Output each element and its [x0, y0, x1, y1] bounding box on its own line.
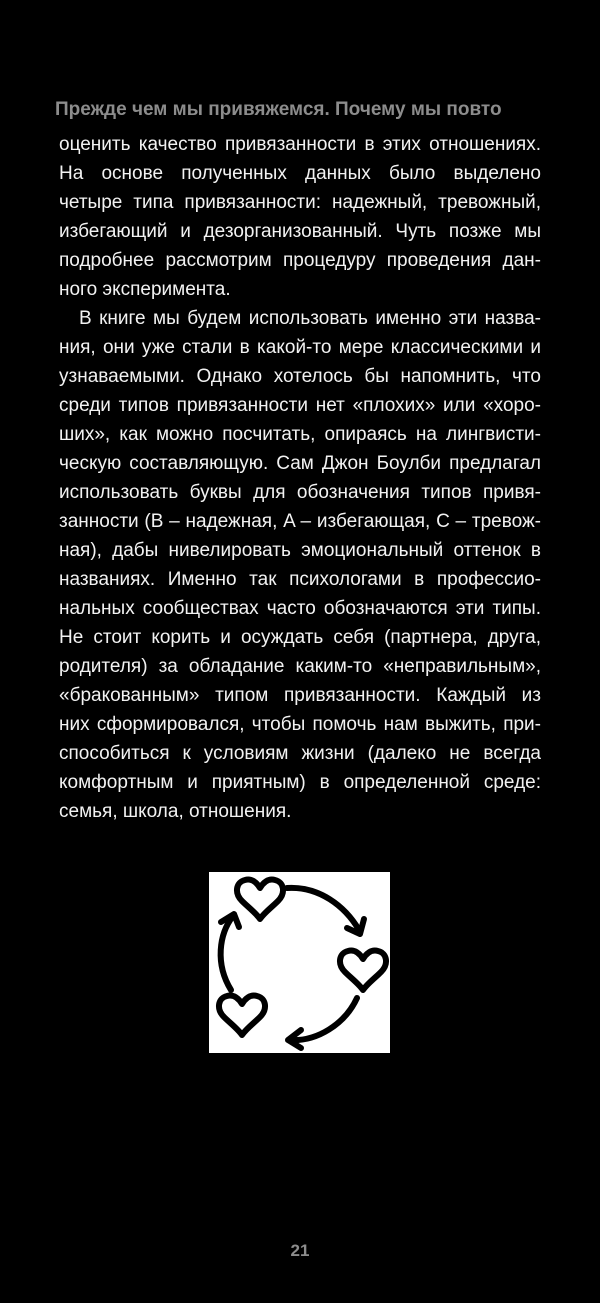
text-line: них сформировался, чтобы помочь нам выжить, при- [59, 714, 541, 735]
text-line: оценить качество привязанности в этих отношениях. [59, 134, 541, 155]
text-line: ная), дабы нивелировать эмоциональный оттенок в [59, 540, 541, 561]
text-line: занности (B – надежная, A – избегающая, C – тревож- [59, 511, 541, 532]
text-line: названиях. Именно так психологами в профессио- [59, 569, 541, 590]
text-line: комфортным и приятным) в определенной среде: [59, 772, 541, 793]
text-line: ния, они уже стали в какой-то мере классическими и [59, 337, 541, 358]
text-line: избегающий и дезорганизованный. Чуть позже мы [59, 221, 541, 242]
page-number: 21 [290, 1241, 310, 1260]
text-line: «бракованным» типом привязанности. Каждый из [59, 685, 541, 706]
text-line: способиться к условиям жизни (далеко не всегда [59, 743, 541, 764]
text-line: На основе полученных данных было выделено [59, 163, 541, 184]
text-line: среди типов привязанности нет «плохих» или «хоро- [59, 395, 541, 416]
text-line: ного эксперимента. [59, 279, 231, 300]
text-line: нальных сообществах часто обозначаются эти типы. [59, 598, 541, 619]
text-line: подробнее рассмотрим процедуру проведения дан- [59, 250, 541, 271]
running-header: Прежде чем мы привяжемся. Почему мы повто [55, 99, 502, 120]
hearts-cycle-illustration [209, 872, 390, 1053]
text-line: родителя) за обладание каким-то «неправильным», [59, 656, 541, 677]
text-line: семья, школа, отношения. [59, 801, 292, 822]
text-line: Не стоит корить и осуждать себя (партнера, друга, [59, 627, 541, 648]
body-text [59, 130, 541, 826]
text-line: ческую составляющую. Сам Джон Боулби предлагал [59, 453, 541, 474]
text-line: ших», как можно посчитать, опираясь на лингвисти- [59, 424, 541, 445]
text-line: В книге мы будем использовать именно эти назва- [79, 308, 541, 329]
hearts-cycle-icon [209, 872, 390, 1053]
text-line: четыре типа привязанности: надежный, тревожный, [59, 192, 541, 213]
text-line: использовать буквы для обозначения типов привя- [59, 482, 541, 503]
text-line: узнаваемыми. Однако хотелось бы напомнить, что [59, 366, 541, 387]
